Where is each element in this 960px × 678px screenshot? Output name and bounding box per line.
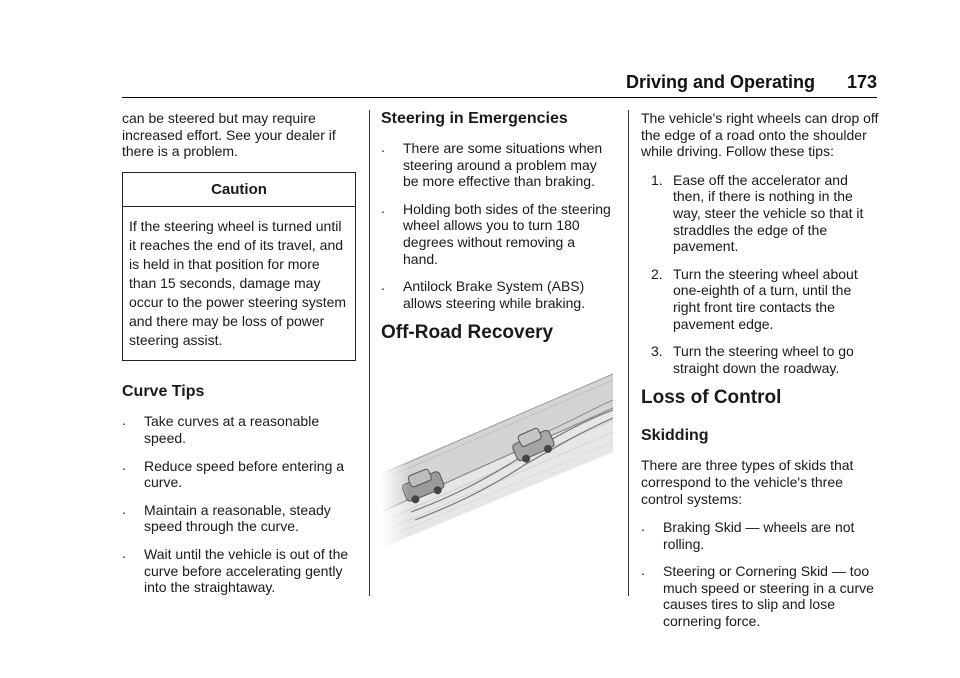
step-number: 2. [651, 265, 663, 282]
bullet: . [381, 139, 385, 155]
bullet: . [381, 199, 385, 216]
page-header [122, 72, 877, 98]
list-item: . Braking Skid — wheels are not rolling. [641, 518, 855, 552]
column-middle [381, 110, 613, 552]
list-item: 3. Turn the steering wheel to go straight down the roadway. [651, 343, 854, 376]
list-item: 1. Ease off the accelerator and then, if there is nothing in the way, steer the vehicle so that it straddles the edge of the pavement. [651, 171, 864, 255]
skid-types-list [641, 519, 881, 630]
list-item: . Holding both sides of the steering wheel allows you to turn 180 degrees without removing a hand. [381, 199, 611, 267]
skidding-heading: Skidding [641, 427, 709, 445]
list-item: . Wait until the vehicle is out of the curve before accelerating gently into the straightaway. [122, 544, 349, 596]
caution-box [122, 172, 356, 362]
emergencies-heading: Steering in Emergencies [381, 110, 568, 127]
step-number: 3. [651, 343, 663, 360]
page-number: 173 [846, 72, 877, 92]
bullet: . [122, 412, 126, 429]
skidding-intro: There are three types of skids that correspond to the vehicle's three control systems: [641, 457, 854, 507]
column-right [641, 110, 881, 641]
loss-of-control-heading: Loss of Control [641, 387, 782, 409]
column-divider [628, 110, 629, 596]
caution-title: Caution [123, 173, 355, 208]
list-item: . Maintain a reasonable, steady speed through the curve. [122, 500, 331, 535]
offroad-steps [651, 172, 881, 377]
list-item: 2. Turn the steering wheel about one-eighth of a turn, until the right front tire contacts the pavement edge. [651, 265, 858, 332]
offroad-recovery-illustration [381, 362, 613, 548]
list-item: . Reduce speed before entering a curve. [122, 456, 345, 491]
bullet: . [381, 277, 385, 294]
bullet: . [122, 456, 126, 473]
caution-text: If the steering wheel is turned until it reaches the end of its travel, and is held in that position for more than 15 seconds, damage may occur to the power steering system and there may be loss of power steering assist. [129, 218, 347, 349]
list-item: . Steering or Cornering Skid — too much speed or steering in a curve causes tires to slip and lose cornering force. [641, 562, 874, 630]
section-title: Driving and Operating [625, 72, 815, 92]
bullet: . [641, 518, 645, 535]
column-divider [369, 110, 370, 596]
emergencies-list [381, 140, 613, 311]
curve-tips-heading: Curve Tips [122, 383, 205, 401]
bullet: . [641, 562, 645, 579]
bullet: . [122, 544, 126, 561]
column-left [122, 110, 357, 607]
intro-paragraph: can be steered but may require increased effort. See your dealer if there is a problem. [122, 110, 336, 160]
step-number: 1. [651, 171, 663, 188]
list-item: . Take curves at a reasonable speed. [122, 412, 320, 446]
list-item: . There are some situations when steering around a problem may be more effective than braking. [381, 139, 603, 190]
bullet: . [122, 500, 126, 517]
curve-tips-list [122, 413, 357, 595]
offroad-heading: Off-Road Recovery [381, 322, 554, 344]
list-item: . Antilock Brake System (ABS) allows steering while braking. [381, 277, 586, 311]
offroad-intro: The vehicle's right wheels can drop off the edge of a road onto the shoulder while driving. Follow these tips: [641, 110, 879, 160]
